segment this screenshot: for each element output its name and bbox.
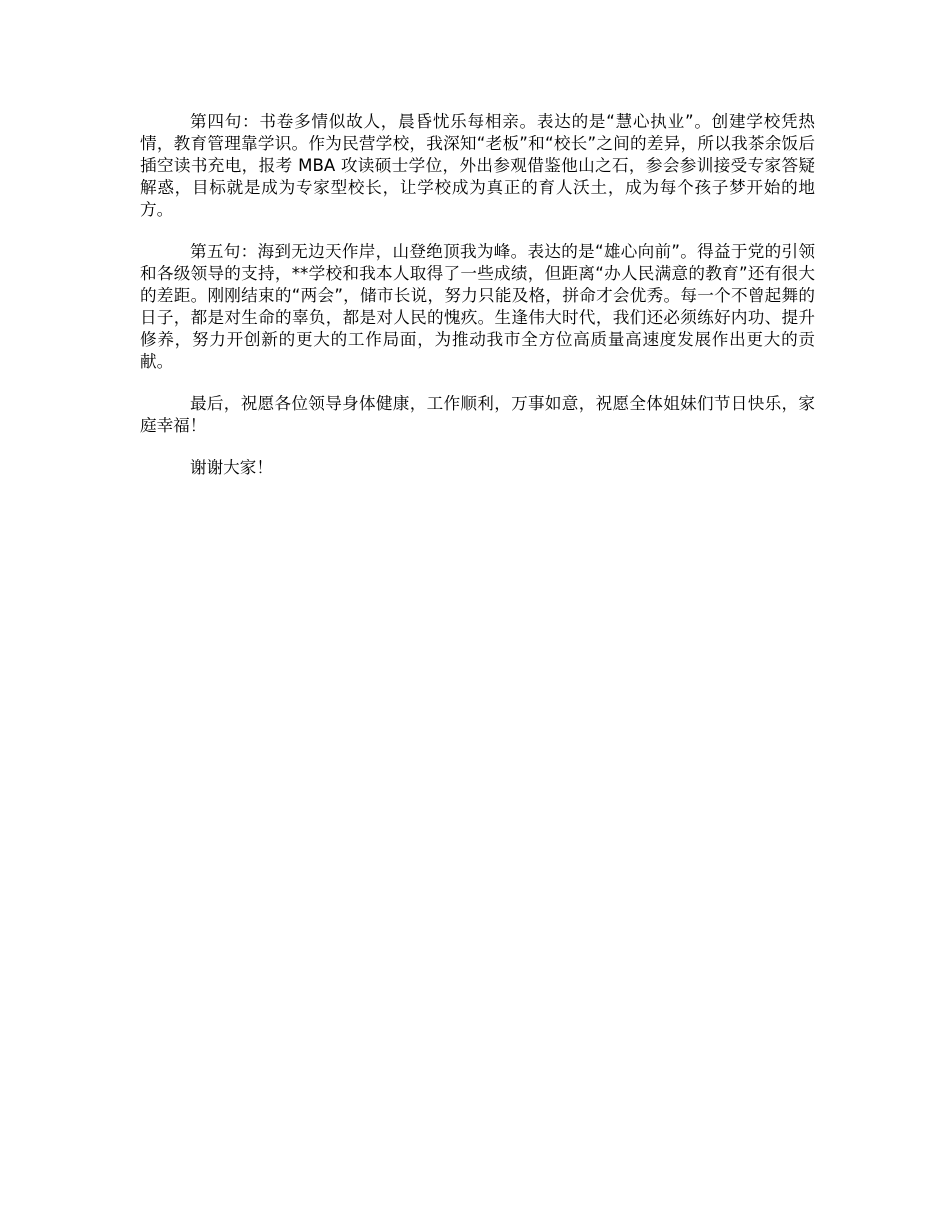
paragraph-fourth-sentence: 第四句：书卷多情似故人，晨昏忧乐每相亲。表达的是“慧心执业”。创建学校凭热情，教育管理靠学识。作为民营学校，我深知“老板”和“校长”之间的差异，所以我茶余饭后插空读书充电，报考 MBA 攻读硕士学位，外出参观借鉴他山之石，参会参训接受专家答疑解惑，目标就是成为专家型校长，让学校成为真正的育人沃土，成为每个孩子梦开始的地方。 <box>140 112 815 219</box>
paragraph-thanks: 谢谢大家！ <box>190 458 273 477</box>
document-body <box>140 111 815 499</box>
paragraph-closing-wishes: 最后，祝愿各位领导身体健康，工作顺利，万事如意，祝愿全体姐妹们节日快乐，家庭幸福！ <box>140 394 815 435</box>
paragraph-fifth-sentence: 第五句：海到无边天作岸，山登绝顶我为峰。表达的是“雄心向前”。得益于党的引领和各级领导的支持，**学校和我本人取得了一些成绩，但距离“办人民满意的教育”还有很大的差距。刚刚结束的“两会”，储市长说，努力只能及格，拼命才会优秀。每一个不曾起舞的日子，都是对生命的辜负，都是对人民的愧疚。生逢伟大时代，我们还必须练好内功、提升修养，努力开创新的更大的工作局面，为推动我市全方位高质量高速度发展作出更大的贡献。 <box>140 242 815 371</box>
